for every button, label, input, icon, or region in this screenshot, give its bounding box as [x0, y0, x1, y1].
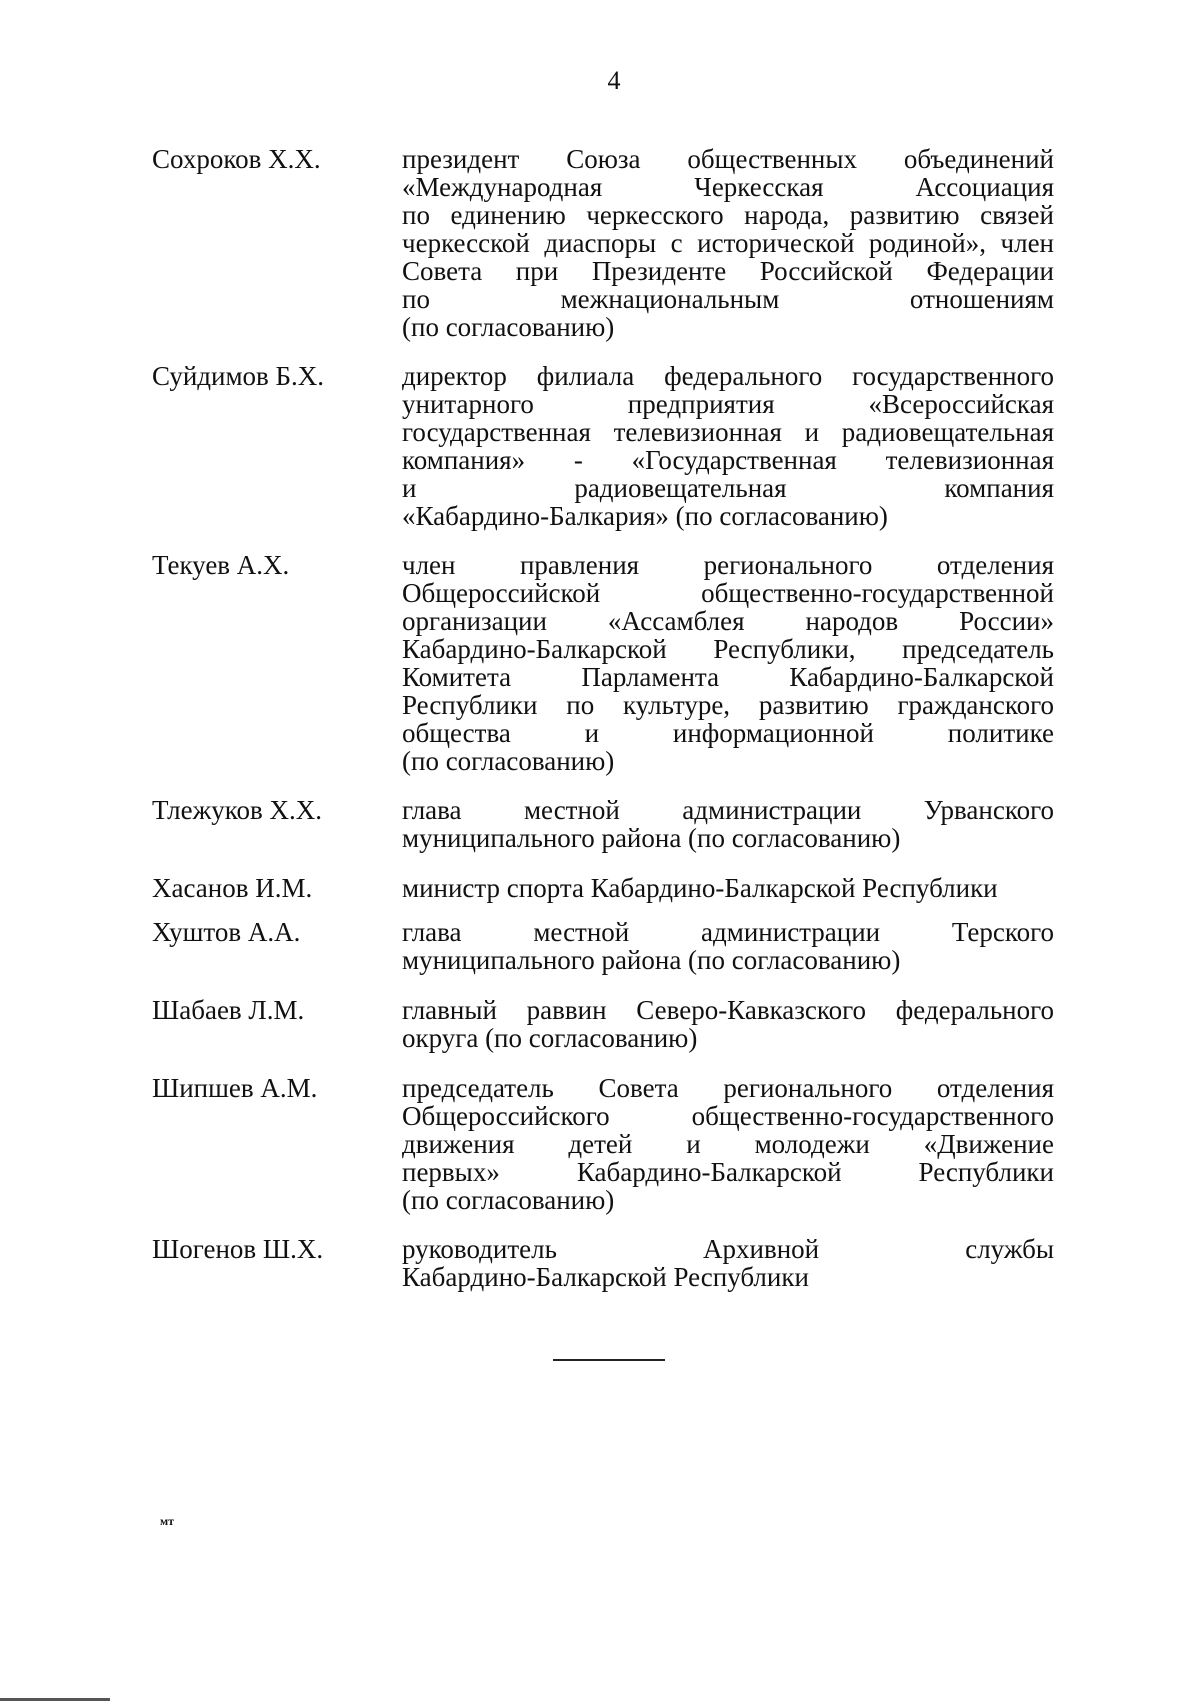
member-name: Хуштов А.А. — [152, 917, 301, 947]
position-line: (по согласованию) — [402, 312, 615, 342]
position-line: Комитета Парламента Кабардино-Балкарской — [402, 662, 1054, 692]
member-position — [402, 362, 1054, 530]
member-list — [152, 145, 1054, 1291]
member-entry — [152, 874, 1054, 902]
position-line: глава местной администрации Терского — [402, 917, 1054, 947]
position-line: муниципального района (по согласованию) — [402, 945, 901, 975]
position-line: руководитель Архивной службы — [402, 1234, 1054, 1264]
member-entry — [152, 796, 1054, 852]
member-entry — [152, 362, 1054, 530]
closing-separator-line — [553, 1359, 665, 1361]
member-name: Сохроков Х.Х. — [152, 144, 321, 174]
position-line: муниципального района (по согласованию) — [402, 823, 901, 853]
member-position — [402, 996, 1054, 1052]
position-line: округа (по согласованию) — [402, 1023, 698, 1053]
member-position — [402, 145, 1054, 341]
member-name: Шипшев А.М. — [152, 1073, 318, 1103]
member-position — [402, 918, 1054, 974]
position-line: первых» Кабардино-Балкарской Республики — [402, 1157, 1054, 1187]
scan-edge-mark — [0, 1698, 110, 1701]
member-name: Текуев А.Х. — [152, 550, 290, 580]
position-line: Общероссийской общественно-государственной — [402, 578, 1054, 608]
member-entry — [152, 551, 1054, 775]
position-line: Кабардино-Балкарской Республики — [402, 1262, 809, 1292]
position-line: унитарного предприятия «Всероссийская — [402, 389, 1054, 419]
member-entry — [152, 145, 1054, 341]
member-name: Хасанов И.М. — [152, 873, 313, 903]
position-line: Совета при Президенте Российской Федерации — [402, 256, 1054, 286]
member-position — [402, 1074, 1054, 1214]
position-line: по единению черкесского народа, развитию связей — [402, 200, 1054, 230]
member-entry — [152, 1074, 1054, 1214]
page-number: 4 — [607, 66, 621, 95]
member-name: Суйдимов Б.Х. — [152, 361, 325, 391]
position-line: «Кабардино-Балкария» (по согласованию) — [402, 501, 888, 531]
position-line: (по согласованию) — [402, 746, 615, 776]
position-line: компания» - «Государственная телевизионная — [402, 445, 1054, 475]
footer-mark: мт — [160, 1514, 175, 1528]
position-line: (по согласованию) — [402, 1185, 615, 1215]
position-line: главный раввин Северо-Кавказского федерального — [402, 995, 1054, 1025]
position-line: член правления регионального отделения — [402, 550, 1054, 580]
position-line: государственная телевизионная и радиовещательная — [402, 417, 1054, 447]
position-line: Кабардино-Балкарской Республики, председатель — [402, 634, 1054, 664]
position-line: движения детей и молодежи «Движение — [402, 1129, 1054, 1159]
member-position — [402, 874, 1054, 902]
member-name: Шогенов Ш.Х. — [152, 1234, 324, 1264]
position-line: и радиовещательная компания — [402, 473, 1054, 503]
member-position — [402, 1235, 1054, 1291]
position-line: организации «Ассамблея народов России» — [402, 606, 1054, 636]
position-line: министр спорта Кабардино-Балкарской Республики — [402, 873, 998, 903]
member-position — [402, 551, 1054, 775]
position-line: президент Союза общественных объединений — [402, 144, 1054, 174]
member-entry — [152, 918, 1054, 974]
member-name: Тлежуков Х.Х. — [152, 795, 323, 825]
position-line: глава местной администрации Урванского — [402, 795, 1054, 825]
position-line: «Международная Черкесская Ассоциация — [402, 172, 1054, 202]
member-position — [402, 796, 1054, 852]
position-line: директор филиала федерального государственного — [402, 361, 1054, 391]
position-line: по межнациональным отношениям — [402, 284, 1054, 314]
position-line: черкесской диаспоры с исторической родиной», член — [402, 228, 1054, 258]
member-entry — [152, 996, 1054, 1052]
member-name: Шабаев Л.М. — [152, 995, 305, 1025]
position-line: председатель Совета регионального отделения — [402, 1073, 1054, 1103]
position-line: общества и информационной политике — [402, 718, 1054, 748]
member-entry — [152, 1235, 1054, 1291]
position-line: Общероссийского общественно-государственного — [402, 1101, 1054, 1131]
position-line: Республики по культуре, развитию гражданского — [402, 690, 1054, 720]
